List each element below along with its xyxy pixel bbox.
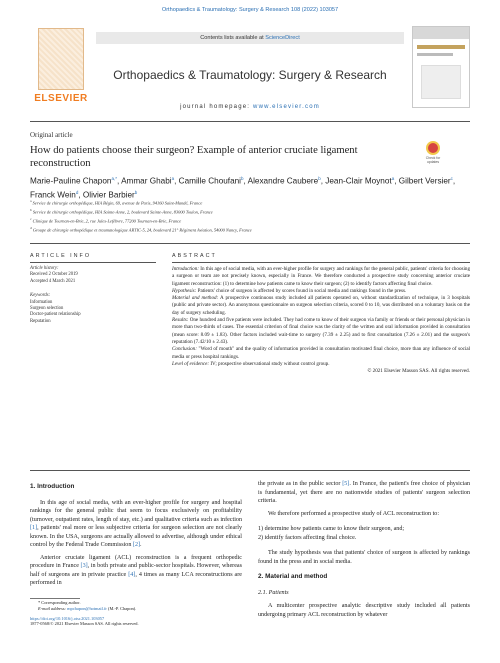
check-for-updates-badge[interactable] bbox=[422, 141, 444, 167]
masthead bbox=[30, 22, 470, 118]
body-left-column bbox=[30, 483, 242, 592]
journal-cover-thumbnail[interactable] bbox=[412, 26, 470, 108]
abstract-methods: Material and method: A prospective continuous study included all patients operated on, without standardization of technique, in 3 hospitals (public and private sector). An anonymous questionnaire on surgeon selection criteria, scored 0 to 10, was distributed on a voluntary basis on the day of surgery scheduling. bbox=[172, 295, 470, 316]
reference-link[interactable]: [4] bbox=[128, 571, 136, 578]
cover-band bbox=[417, 53, 453, 56]
body-right-column bbox=[258, 480, 470, 623]
header-rule bbox=[30, 121, 470, 122]
methods-heading: 2. Material and method bbox=[258, 573, 328, 580]
elsevier-tree-icon bbox=[38, 28, 84, 90]
abstract-rule bbox=[172, 262, 470, 263]
issn-line: 1877-0568/© 2021 Elsevier Masson SAS. All rights reserved. bbox=[30, 621, 139, 627]
journal-citation[interactable]: Orthopaedics & Traumatology: Surgery & Research 108 (2022) 103057 bbox=[161, 7, 339, 13]
accepted-date: Accepted 4 March 2021 bbox=[30, 278, 76, 284]
journal-homepage bbox=[96, 104, 404, 110]
abstract-copyright: © 2021 Elsevier Masson SAS. All rights reserved. bbox=[367, 368, 470, 375]
publisher-name: ELSEVIER bbox=[34, 93, 88, 104]
affiliations bbox=[30, 198, 470, 234]
reference-link[interactable]: [2] bbox=[132, 542, 141, 548]
abstract-level: Level of evidence: IV; prospective observational study without control group. bbox=[172, 360, 330, 367]
homepage-prefix: journal homepage: bbox=[180, 104, 254, 110]
affiliation-item: $^b$ Service de chirurgie orthopédique, HIA Sainte-Anne, 2, boulevard Sainte-Anne, 83000 Toulon, France bbox=[30, 208, 213, 215]
abstract-bottom-rule bbox=[30, 470, 470, 471]
body-paragraph: Anterior cruciate ligament (ACL) reconstruction is a frequent orthopedic procedure in France [3], in both private and public-sector hospitals. However, whereas half of surgeons are in private practice [4], 4 times as many LCA reconstructions are performed in bbox=[30, 554, 242, 586]
journal-title: Orthopaedics & Traumatology: Surgery & Research bbox=[113, 68, 387, 82]
elsevier-logo[interactable] bbox=[30, 26, 92, 108]
keyword-item: Reputation bbox=[30, 318, 51, 324]
corresponding-author-note: * Corresponding author. bbox=[38, 600, 81, 605]
keyword-item: Doctor-patient relationship bbox=[30, 312, 81, 318]
reference-link[interactable]: [1] bbox=[30, 525, 38, 531]
history-label: Article history: bbox=[30, 266, 59, 271]
homepage-link[interactable]: www.elsevier.com bbox=[253, 104, 320, 110]
list-item: 2) identify factors affecting final choice. bbox=[258, 534, 357, 541]
author-list: Marie-Pauline Chapon$^{a,*}$, Ammar Ghabi$^a$, Camille Choufani$^b$, Alexandre Caubere$^b$, Jean-Clair Moynot$^a$, Gilbert Versier$^c$, Franck Wein$^d$, Olivier Barbier$^b$ bbox=[30, 176, 456, 200]
body-paragraph: the private as in the public sector [5]. In France, the patient's free choice of physician is fundamental, yet there are no nationwide studies of patients' surgeon selection criteria. bbox=[258, 481, 470, 504]
body-paragraph: In this age of social media, with an ever-higher profile for surgery and hospital rankings for the general public that seem to focus exclusively on profitability (turnover, outpatient rates, length of stay, etc.) and qualitative criteria such as infection [1], patients' real more or less subjective criteria for surgeon selection are not clearly known. In the USA, surgeons are actually allowed to advertise, although under ethical control by the Federal Trade Commission [2]. bbox=[30, 499, 242, 548]
affiliation-item: $^c$ Clinique de Tournan-en-Brie, 2, rue Jules-Lefèbvre, 77200 Tournan-en-Brie, France bbox=[30, 217, 182, 224]
abstract-results: Results: One hundred and five patients were included. They had come to know of their surgeon via family or friends or their personal physician in more than two-thirds of cases. The essential criterion of final choice was the clarity of the written and oral information provided in consultation (mean score: 8.09 ± 1.83). Other factors included wait-time to surgery (7.39 ± 2.25) and to first consultation (7.26 ± 2.01) and the surgeon's reputation (7.42/10 ± 2.43). bbox=[172, 317, 470, 345]
body-paragraph: A multicenter prospective analytic descriptive study included all patients undergoing primary ACL reconstruction by whatever bbox=[258, 603, 470, 618]
sciencedirect-link[interactable]: ScienceDirect bbox=[265, 35, 300, 41]
abstract-conclusion: Conclusion: "Word of mouth" and the quality of information provided in consultation motivated final choice, more than any influence of social media or press hospital rankings. bbox=[172, 346, 470, 360]
email-note: E-mail address: mpchapon@hotmail.fr (M.-P. Chapon). bbox=[38, 605, 137, 611]
patients-heading: 2.1. Patients bbox=[258, 589, 289, 596]
keyword-item: Information bbox=[30, 299, 53, 305]
article-info bbox=[30, 266, 156, 325]
body-paragraph: We therefore performed a prospective study of ACL reconstruction to: bbox=[268, 510, 440, 517]
doi-link[interactable]: https://doi.org/10.1016/j.otsr.2021.103057 bbox=[30, 615, 105, 621]
contents-bar bbox=[96, 32, 404, 44]
introduction-heading: 1. Introduction bbox=[30, 483, 75, 490]
footnote-rule bbox=[30, 598, 80, 599]
abstract-introduction: Introduction: In this age of social media, with an ever-higher profile for surgery and rankings for the general public, patients' criteria for choosing a surgeon or team are not precisely known, especially in France. We therefore conducted a prospective study concerning anterior cruciate ligament reconstruction: (1) to determine how patients came to know their surgeon; (2) to identify factors affecting final choice. bbox=[172, 266, 470, 287]
footnotes bbox=[30, 600, 260, 627]
check-updates-label: Check for updates bbox=[425, 156, 441, 164]
article-type: Original article bbox=[30, 131, 73, 139]
received-date: Received 2 October 2019 bbox=[30, 272, 78, 278]
abstract-hypothesis: Hypothesis: Patients' choice of surgeon is affected by scores found in social media and rankings found in the press. bbox=[172, 287, 407, 294]
cover-band bbox=[413, 27, 469, 39]
affiliations-rule bbox=[30, 243, 470, 244]
abstract-heading: ABSTRACT bbox=[172, 253, 217, 259]
list-item: 1) determine how patients came to know their surgeon, and; bbox=[258, 526, 405, 532]
article-info-heading: ARTICLE INFO bbox=[30, 253, 92, 259]
email-link[interactable]: mpchapon@hotmail.fr bbox=[67, 605, 107, 611]
keyword-item: Surgeon selection bbox=[30, 306, 64, 312]
check-updates-icon bbox=[426, 141, 440, 155]
reference-link[interactable]: [5] bbox=[342, 481, 350, 487]
affiliation-item: $^d$ Groupe de chirurgie orthopédique et traumatologique ARTIC-5, 24, boulevard 21° Régiment Aviation, 54000 Nancy, France bbox=[30, 226, 252, 233]
contents-prefix: Contents lists available at bbox=[200, 35, 266, 41]
reference-link[interactable]: [3] bbox=[80, 563, 88, 569]
article-title: How do patients choose their surgeon? Example of anterior cruciate ligament reconstruction bbox=[30, 145, 358, 169]
body-paragraph: The study hypothesis was that patients' choice of surgeon is affected by rankings found in the press and in social media. bbox=[258, 550, 470, 565]
affiliation-item: $^a$ Service de chirurgie orthopédique, HIA Bégin, 69, avenue de Paris, 94160 Saint-Mandé, France bbox=[30, 199, 203, 206]
keywords-label: Keywords: bbox=[30, 293, 51, 299]
cover-image bbox=[421, 65, 461, 99]
abstract-text bbox=[172, 266, 470, 375]
info-rule bbox=[30, 262, 156, 263]
cover-band bbox=[417, 45, 465, 49]
